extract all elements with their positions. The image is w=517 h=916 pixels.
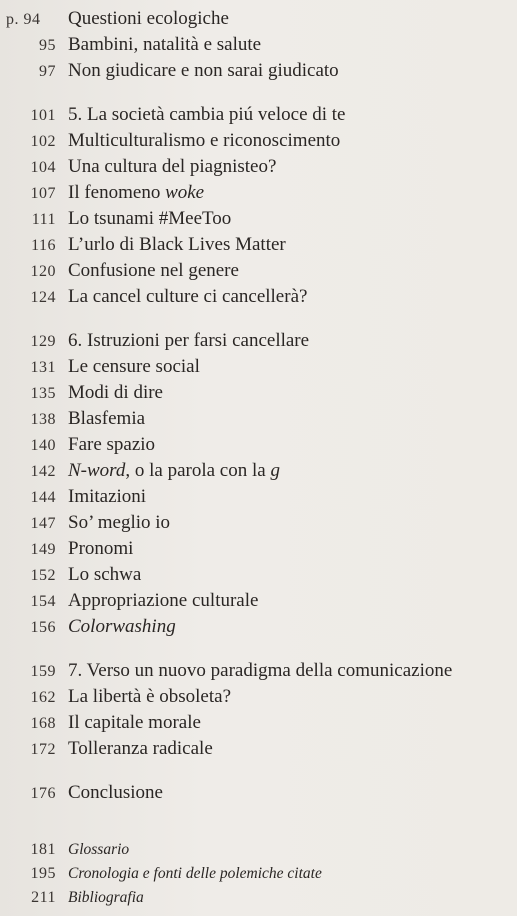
- toc-page-number: 149: [30, 541, 56, 558]
- toc-page-number: 116: [31, 237, 56, 254]
- toc-title: Glossario: [68, 841, 130, 858]
- toc-chapter-title: 7. Verso un nuovo paradigma della comunicazione: [68, 660, 453, 681]
- toc-title-text: Il fenomeno: [68, 182, 166, 203]
- toc-entry: [6, 536, 511, 562]
- toc-title-emphasis: g: [270, 460, 280, 481]
- toc-entry: [6, 838, 511, 862]
- toc-page-number: 181: [30, 841, 56, 858]
- toc-entry: [6, 180, 511, 206]
- toc-title: Tolleranza radicale: [68, 738, 213, 759]
- toc-title: So’ meglio io: [68, 512, 171, 533]
- toc-entry: [6, 32, 511, 58]
- toc-title-emphasis: N-word: [68, 460, 126, 481]
- toc-page-number: 156: [30, 619, 56, 636]
- toc-title: Cronologia e fonti delle polemiche citate: [68, 865, 322, 882]
- toc-title: Colorwashing: [68, 616, 176, 637]
- toc-chapter: [6, 102, 511, 128]
- toc-page-number: 104: [30, 159, 56, 176]
- toc-entry: [6, 886, 511, 910]
- toc-entry: [6, 154, 511, 180]
- toc-page-number: 95: [39, 37, 56, 54]
- toc-title-emphasis: woke: [165, 182, 205, 203]
- toc-title: Bambini, natalità e salute: [68, 34, 262, 55]
- toc-entry: [6, 484, 511, 510]
- toc-page-number: 131: [30, 359, 56, 376]
- toc-title: La libertà è obsoleta?: [68, 686, 232, 707]
- toc-title-text: , o la parola con la: [125, 460, 271, 481]
- toc-title: Fare spazio: [68, 434, 156, 455]
- toc-entry: [6, 258, 511, 284]
- toc-entry: [6, 684, 511, 710]
- toc-entry: [6, 614, 511, 640]
- toc-page-number: 211: [31, 889, 56, 906]
- toc-title: Multiculturalismo e riconoscimento: [68, 130, 341, 151]
- toc-page-number: 129: [30, 333, 56, 350]
- toc-title: [68, 180, 204, 206]
- toc-title: Blasfemia: [68, 408, 146, 429]
- toc-title: Conclusione: [68, 782, 163, 803]
- toc-page-number: 140: [30, 437, 56, 454]
- spacer: [6, 762, 511, 780]
- toc-page-number: 101: [30, 107, 56, 124]
- toc-page-number: 147: [30, 515, 56, 532]
- table-of-contents: [6, 6, 511, 910]
- toc-title: Modi di dire: [68, 382, 163, 403]
- spacer: [6, 84, 511, 102]
- toc-page-number: 168: [30, 715, 56, 732]
- toc-page-number: 120: [30, 263, 56, 280]
- toc-entry: [6, 588, 511, 614]
- toc-page-number: 172: [30, 741, 56, 758]
- spacer: [6, 310, 511, 328]
- toc-title: Imitazioni: [68, 486, 147, 507]
- toc-entry: [6, 58, 511, 84]
- spacer: [6, 640, 511, 658]
- toc-title: Una cultura del piagnisteo?: [68, 156, 277, 177]
- toc-chapter: [6, 658, 511, 684]
- toc-entry: [6, 380, 511, 406]
- toc-entry: [6, 562, 511, 588]
- toc-title: Il capitale morale: [68, 712, 201, 733]
- toc-title: Confusione nel genere: [68, 260, 239, 281]
- toc-page-number: 111: [31, 211, 56, 228]
- toc-title: Lo schwa: [68, 564, 142, 585]
- spacer: [6, 806, 511, 838]
- toc-chapter: [6, 328, 511, 354]
- toc-page-number: 97: [39, 63, 56, 80]
- toc-title: Pronomi: [68, 538, 134, 559]
- toc-page-number: p. 94: [6, 11, 41, 28]
- toc-chapter-title: 5. La società cambia piú veloce di te: [68, 104, 346, 125]
- toc-entry: [6, 510, 511, 536]
- toc-title: La cancel culture ci cancellerà?: [68, 286, 308, 307]
- toc-entry: [6, 780, 511, 806]
- toc-page-number: 107: [30, 185, 56, 202]
- toc-title: Appropriazione culturale: [68, 590, 259, 611]
- toc-page-number: 144: [30, 489, 56, 506]
- toc-page-number: 195: [30, 865, 56, 882]
- toc-entry: [6, 206, 511, 232]
- toc-entry: [6, 862, 511, 886]
- toc-entry: [6, 232, 511, 258]
- toc-entry: [6, 128, 511, 154]
- toc-entry: [6, 432, 511, 458]
- toc-page-number: 159: [30, 663, 56, 680]
- toc-title: Le censure social: [68, 356, 200, 377]
- toc-title: [68, 458, 280, 484]
- toc-title: Non giudicare e non sarai giudicato: [68, 60, 339, 81]
- toc-entry: [6, 6, 511, 32]
- toc-entry: [6, 710, 511, 736]
- toc-page-number: 152: [30, 567, 56, 584]
- toc-page-number: 102: [30, 133, 56, 150]
- toc-page-number: 142: [30, 463, 56, 480]
- toc-entry: [6, 284, 511, 310]
- toc-page-number: 138: [30, 411, 56, 428]
- toc-page-number: 162: [30, 689, 56, 706]
- toc-chapter-title: 6. Istruzioni per farsi cancellare: [68, 330, 310, 351]
- toc-title: L’urlo di Black Lives Matter: [68, 234, 286, 255]
- toc-page-number: 124: [30, 289, 56, 306]
- toc-page-number: 154: [30, 593, 56, 610]
- toc-page-number: 176: [30, 785, 56, 802]
- toc-entry: [6, 406, 511, 432]
- toc-entry: [6, 736, 511, 762]
- toc-title: Questioni ecologiche: [68, 8, 229, 29]
- toc-title: Lo tsunami #MeeToo: [68, 208, 232, 229]
- toc-entry: [6, 354, 511, 380]
- toc-entry: [6, 458, 511, 484]
- toc-title: Bibliografia: [68, 889, 144, 906]
- toc-page-number: 135: [30, 385, 56, 402]
